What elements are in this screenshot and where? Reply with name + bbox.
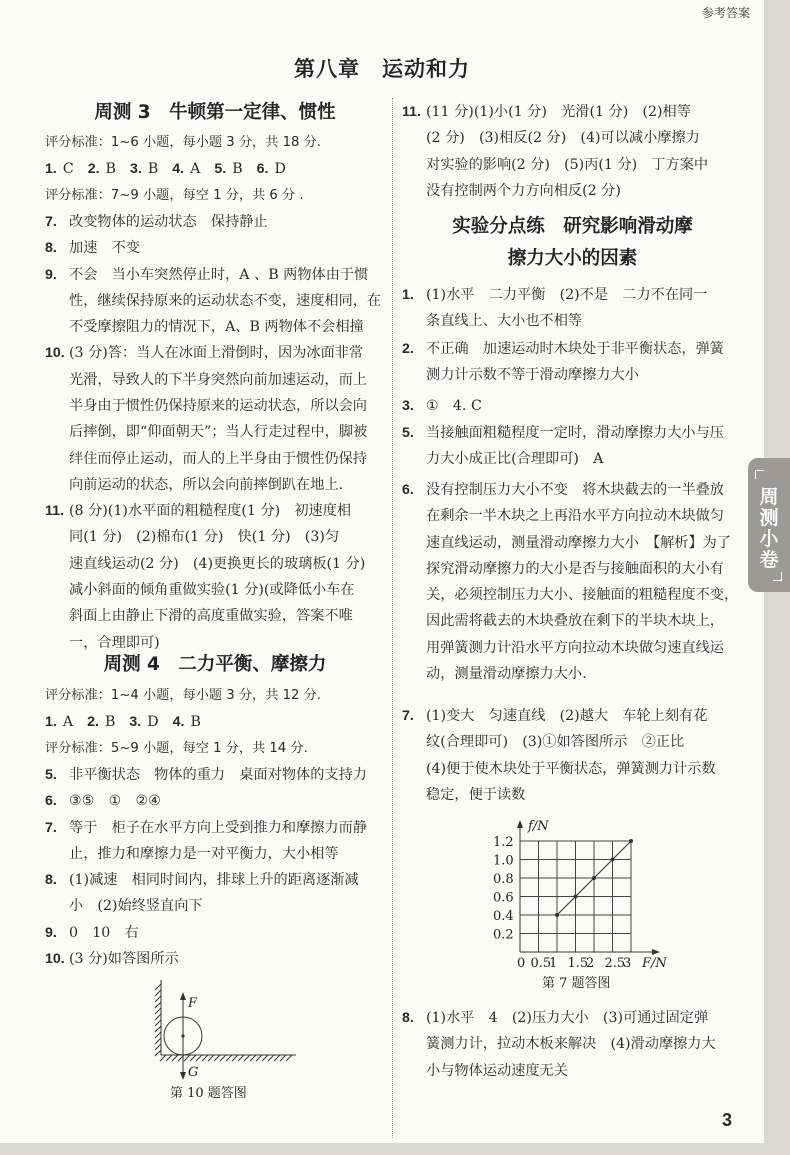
answer-text: 在剩余一半木块之上再沿水平方向拉动木块做匀	[426, 508, 724, 525]
answer-text: 速直线运动(2 分) (4)更换更长的玻璃板(1 分)	[69, 555, 366, 572]
figure-10-caption: 第 10 题答图	[170, 1086, 247, 1101]
answer-text: 不会 当小车突然停止时，A 、B 两物体由于惯	[69, 266, 369, 283]
answer-line	[402, 1005, 716, 1031]
answer-text: 小 (2)始终竖直向下	[69, 898, 203, 915]
question-number: 1.	[45, 714, 57, 731]
answer-text: 动，测量滑动摩擦力大小.	[426, 666, 587, 683]
y-tick-label: 0.8	[493, 872, 514, 887]
answer-text: 力大小成正比(合理即可) A	[426, 451, 604, 468]
answer-text: 改变物体的运动状态 保持静止	[69, 213, 268, 230]
chart-caption: 第 7 题答图	[542, 976, 611, 991]
question-number: 3.	[129, 161, 142, 178]
answer-text: 关，必须控制压力大小、接触面的粗糙程度不变，	[426, 587, 739, 604]
answer-text: 小与物体运动速度无关	[426, 1062, 568, 1079]
question-number: 3.	[402, 398, 414, 414]
answer-text: 绊住而停止运动，而人的上半身由于惯性仍保持	[69, 450, 367, 467]
section-title-week3: 周测 3 牛顿第一定律、惯性	[94, 102, 336, 123]
page-number: 3	[722, 1110, 733, 1130]
question-number: 6.	[256, 161, 269, 178]
section-title-week4: 周测 4 二力平衡、摩擦力	[103, 654, 327, 675]
scoring-standard: 评分标准：5~9 小题，每空 1 分，共 14 分.	[45, 740, 308, 756]
answer-text: 当接触面粗糙程度一定时，滑动摩擦力大小与压	[426, 425, 724, 441]
answer-text: 不受摩擦阻力的情况下，A、B 两物体不会相撞	[69, 319, 364, 336]
question-number: 7.	[402, 708, 414, 724]
question-number: 4.	[172, 161, 185, 178]
choice-answer: C	[62, 161, 74, 178]
answer-text: 光滑，导致人的下半身突然向前加速运动，而上	[69, 371, 367, 388]
answer-text: 后摔倒，即“仰面朝天”；当人行走过程中，脚被	[69, 424, 368, 441]
answer-text: 没有控制压力大小不变 将木块截去的一半叠放	[426, 482, 724, 498]
tab-char: 周	[759, 486, 779, 508]
answer-text: 对实验的影响(2 分) (5)丙(1 分) 丁方案中	[426, 156, 709, 173]
scoring-standard: 评分标准：7~9 小题，每空 1 分，共 6 分 .	[45, 187, 304, 203]
answer-text: 止，推力和摩擦力是一对平衡力，大小相等	[69, 845, 339, 862]
section-title-experiment-2: 擦力大小的因素	[507, 248, 638, 269]
answer-text: (8 分)(1)水平面的粗糙程度(1 分) 初速度相	[69, 503, 352, 520]
question-number: 11.	[45, 503, 64, 520]
answer-text: 因此需将截去的木块叠放在剩下的半块木块上，	[426, 613, 724, 630]
choice-answer: D	[147, 714, 159, 731]
tab-bracket-bottom	[773, 572, 782, 581]
question-number: 5.	[214, 161, 227, 178]
answer-item	[402, 1005, 716, 1084]
data-point	[592, 876, 596, 880]
choice-answer: D	[274, 161, 286, 178]
question-number: 1.	[45, 161, 57, 178]
tab-char: 测	[759, 507, 779, 529]
question-number: 2.	[87, 161, 100, 178]
question-number: 7.	[45, 213, 57, 230]
y-tick-label: 1.0	[493, 853, 514, 869]
x-axis-label: F/N	[642, 956, 667, 971]
answer-text: 条直线上、大小也不相等	[426, 313, 583, 330]
answer-text: (3 分)答：当人在冰面上滑倒时，因为冰面非常	[69, 345, 364, 362]
answer-text: 探究滑动摩擦力的大小是否与接触面积的大小有	[426, 560, 724, 577]
answer-text: (1)变大 匀速直线 (2)越大 车轮上刻有花	[426, 708, 708, 724]
answer-text: 减小斜面的倾角重做实验(1 分)(或降低小车在	[69, 582, 355, 599]
y-tick-label: 1.2	[493, 835, 514, 850]
answer-text: 同(1 分) (2)棉布(1 分) 快(1 分) (3)匀	[69, 529, 340, 546]
question-number: 11.	[402, 104, 421, 120]
answer-text: 速直线运动，测量滑动摩擦力大小 【解析】为了	[426, 534, 732, 551]
answer-text: (1)水平 4 (2)压力大小 (3)可通过固定弹	[426, 1010, 709, 1026]
question-number: 3.	[129, 714, 142, 731]
answer-text: (1)水平 二力平衡 (2)不是 二力不在同一	[426, 287, 708, 303]
answer-text: (3 分)如答图所示	[69, 951, 179, 967]
answer-text: 加速 不变	[69, 240, 140, 257]
answer-text: (1)减速 相同时间内，排球上升的距离逐渐减	[69, 872, 359, 889]
y-tick-label: 0.2	[493, 927, 514, 943]
question-number: 4.	[172, 714, 185, 731]
x-tick-label: 1	[549, 956, 558, 971]
data-point	[574, 895, 578, 899]
y-axis-label: f/N	[528, 819, 549, 834]
answer-text: (11 分)(1)小(1 分) 光滑(1 分) (2)相等	[426, 104, 691, 120]
data-point	[555, 913, 559, 917]
choice-answer: A	[190, 161, 201, 178]
answer-line	[426, 1058, 716, 1084]
question-number: 6.	[45, 793, 57, 810]
side-tab-label	[757, 487, 781, 571]
scoring-standard: 评分标准：1~6 小题，每小题 3 分，共 18 分.	[45, 135, 321, 150]
question-number: 2.	[87, 714, 99, 731]
answer-text: 半身由于惯性仍保持原来的运动状态，所以会向	[69, 397, 367, 414]
tab-bracket-top	[755, 470, 764, 479]
question-number: 9.	[45, 266, 57, 283]
answer-text: (2 分) (3)相反(2 分) (4)可以减小摩擦力	[426, 130, 700, 147]
choice-answer: B	[147, 161, 159, 178]
question-number: 8.	[45, 240, 57, 257]
answer-text: 等于 柜子在水平方向上受到推力和摩擦力而静	[69, 819, 367, 836]
scoring-standard: 评分标准：1~4 小题，每小题 3 分，共 12 分.	[45, 688, 321, 703]
answer-text: 稳定，便于读数	[426, 786, 526, 803]
answer-text: 用弹簧测力计沿水平方向拉动木块做匀速直线运	[426, 639, 724, 656]
answer-text: 纹(合理即可) (3)①如答图所示 ②正比	[426, 734, 685, 751]
y-axis-arrow-icon	[517, 820, 523, 828]
question-number: 5.	[402, 425, 414, 441]
choice-answer: B	[105, 161, 116, 178]
x-tick-label: 2	[586, 956, 595, 971]
chapter-title: 第八章 运动和力	[294, 57, 470, 81]
x-tick-label: 0.5	[530, 956, 552, 971]
question-number: 8.	[402, 1010, 414, 1026]
question-number: 7.	[45, 819, 57, 836]
data-point	[611, 858, 615, 862]
answer-text: 斜面上由静止下滑的高度重做实验，答案不唯	[69, 608, 353, 625]
answer-line	[426, 1031, 716, 1057]
answer-text: 簧测力计，拉动木板来解决 (4)滑动摩擦力大	[426, 1036, 716, 1053]
x-tick-label: 0	[517, 956, 526, 971]
answer-text: ① 4. C	[426, 398, 482, 414]
answer-text: 一，合理即可)	[69, 634, 160, 651]
answer-text: 没有控制两个力方向相反(2 分)	[426, 182, 621, 199]
header-label: 参考答案	[701, 6, 750, 20]
answer-text: 不正确 加速运动时木块处于非平衡状态，弹簧	[426, 341, 724, 357]
choice-answer: B	[104, 714, 116, 731]
x-tick-label: 2.5	[604, 956, 626, 971]
answer-text: 向前运动的状态，所以会向前摔倒趴在地上.	[69, 476, 344, 493]
answer-text: 性，继续保持原来的运动状态不变，速度相同，在	[69, 292, 382, 309]
answer-text: 0 10 右	[69, 924, 139, 941]
x-tick-label: 1.5	[567, 956, 589, 971]
force-g-label: G	[188, 1065, 199, 1080]
choice-answer: A	[62, 714, 74, 731]
question-number: 1.	[402, 287, 414, 303]
answer-text: 非平衡状态 物体的重力 桌面对物体的支持力	[69, 766, 367, 783]
answer-text: 测力计示数不等于滑动摩擦力大小	[426, 367, 639, 384]
question-number: 5.	[45, 766, 57, 783]
answer-text: ③⑤ ① ②④	[69, 793, 161, 810]
question-number: 9.	[45, 924, 57, 941]
choice-answer: B	[190, 714, 201, 731]
data-point	[629, 839, 633, 843]
question-number: 8.	[45, 872, 57, 889]
x-tick-label: 3	[623, 956, 632, 971]
choice-answer: B	[232, 161, 243, 178]
question-number: 2.	[402, 341, 414, 357]
x-axis-arrow-icon	[652, 949, 660, 955]
section-title-experiment-1: 实验分点练 研究影响滑动摩	[452, 216, 693, 237]
question-number: 10.	[45, 345, 65, 362]
question-number: 6.	[402, 482, 414, 498]
question-number: 10.	[45, 951, 65, 967]
tab-char: 卷	[759, 549, 779, 571]
force-f-label: F	[188, 996, 198, 1011]
tab-char: 小	[759, 528, 779, 550]
y-tick-label: 0.4	[493, 909, 514, 924]
answer-text: (4)便于使木块处于平衡状态，弹簧测力计示数	[426, 760, 716, 777]
y-tick-label: 0.6	[493, 890, 514, 906]
